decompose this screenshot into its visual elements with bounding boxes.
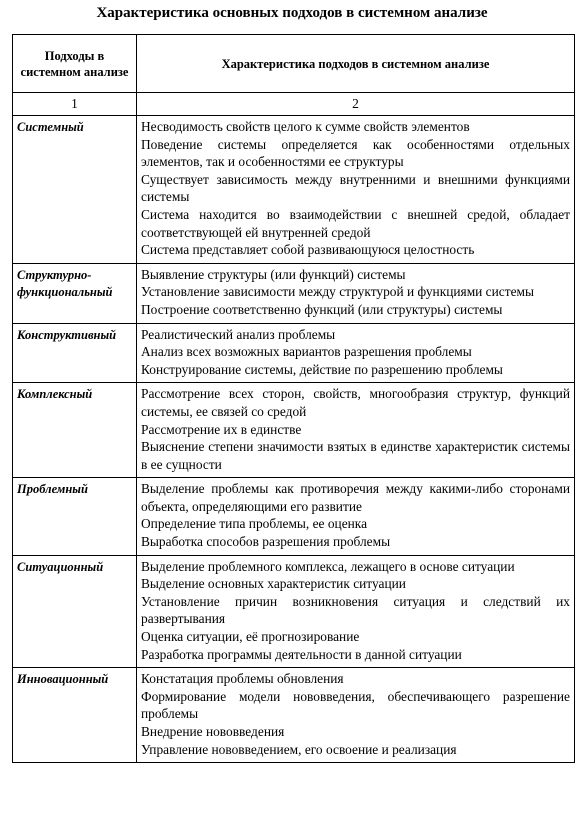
characteristic-item: Поведение системы определяется как особенностями отдельных элементов, так и особенностями ее структуры [141,136,570,170]
characteristic-item: Реалистический анализ проблемы [141,326,336,342]
table-row [13,383,575,478]
approach-name: Конструктивный [13,323,137,383]
characteristic-item: Формирование модели нововведения, обеспечивающего разрешение проблемы [141,688,570,722]
characteristic-item: Выработка способов разрешения проблемы [141,534,391,550]
characteristic-item: Система представляет собой развивающуюся целостность [141,242,475,258]
characteristic-item: Выделение проблемного комплекса, лежащего в основе ситуации [141,558,515,574]
approach-characteristics [137,555,575,668]
table-row [13,555,575,668]
characteristic-item: Выяснение степени значимости взятых в единстве характеристик системы в ее сущности [141,439,570,472]
column-number-2: 2 [137,93,575,116]
column-number-1: 1 [13,93,137,116]
characteristic-item: Система находится во взаимодействии с внешней средой, обладает соответствующей ей внутренней средой [141,206,570,240]
approach-name: Системный [13,116,137,264]
characteristic-item: Рассмотрение всех сторон, свойств, многообразия структур, функций системы, ее связей со средой [141,386,570,419]
header-characteristics: Характеристика подходов в системном анализе [137,35,575,93]
characteristic-item: Оценка ситуации, её прогнозирование [141,629,360,645]
header-approaches: Подходы в системном анализе [13,35,137,93]
characteristic-item: Конструирование системы, действие по разрешению проблемы [141,361,503,377]
characteristic-item: Определение типа проблемы, ее оценка [141,516,368,532]
characteristic-item: Анализ всех возможных вариантов разрешения проблемы [141,344,472,360]
column-number-row [13,93,575,116]
characteristic-item: Внедрение нововведения [141,724,285,739]
characteristic-item: Построение соответственно функций (или структуры) системы [141,301,503,317]
characteristic-item: Рассмотрение их в единстве [141,421,302,437]
approaches-table [12,34,575,763]
approach-characteristics [137,116,575,264]
table-row [13,668,575,763]
characteristic-item: Управление нововведением, его освоение и реализация [141,741,457,757]
header-row [13,35,575,93]
characteristic-item: Констатация проблемы обновления [141,671,344,687]
document-title: Характеристика основных подходов в системном анализе [96,5,488,21]
approach-name: Комплексный [13,383,137,478]
approach-name: Инновационный [13,668,137,763]
approach-characteristics [137,263,575,323]
characteristic-item: Установление причин возникновения ситуация и следствий их развертывания [141,593,570,627]
approach-name: Ситуационный [13,555,137,668]
characteristic-item: Существует зависимость между внутренними и внешними функциями системы [141,171,570,205]
approach-characteristics [137,478,575,555]
approach-name: Структурно-функциональный [13,263,137,323]
table-row [13,263,575,323]
characteristic-item: Установление зависимости между структурой и функциями системы [141,284,534,300]
characteristic-item: Выделение проблемы как противоречия между какими-либо сторонами объекта, определяющими его развитие [141,481,570,514]
characteristic-item: Разработка программы деятельности в данной ситуации [141,646,462,662]
table-row [13,323,575,383]
characteristic-item: Выделение основных характеристик ситуации [141,576,406,592]
table-row [13,116,575,264]
approach-characteristics [137,383,575,478]
table-body [13,116,575,763]
table-row [13,478,575,555]
characteristic-item: Несводимость свойств целого к сумме свойств элементов [141,119,470,134]
characteristic-item: Выявление структуры (или функций) системы [141,266,406,282]
approach-characteristics [137,323,575,383]
approach-characteristics [137,668,575,763]
approach-name: Проблемный [13,478,137,555]
